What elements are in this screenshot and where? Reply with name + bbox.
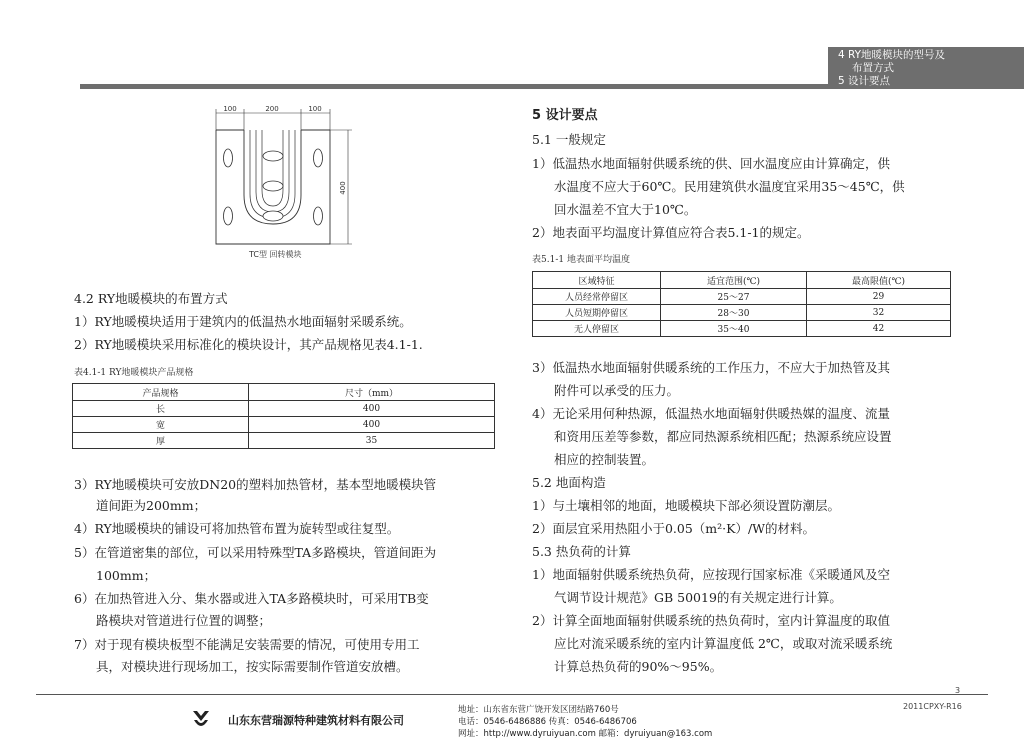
- right-para-1b: 水温度不应大于60℃。民用建筑供水温度宜采用35～45℃，供: [554, 179, 905, 194]
- dim-mid-label: 200: [265, 105, 279, 113]
- table-header-cell: 适宜范围(℃): [661, 272, 807, 289]
- product-spec-table: [72, 383, 495, 449]
- table-header-cell: 最高限值(℃): [807, 272, 951, 289]
- section-5-title: 5 设计要点: [532, 108, 598, 123]
- phone-line: 电话：0546-6486886 传真：0546-6486706: [458, 717, 637, 727]
- dim-left-label: 100: [223, 105, 237, 113]
- table-row: [73, 433, 495, 449]
- table-row: [533, 289, 951, 305]
- left-para-3a: 3）RY地暖模块可安放DN20的塑料加热管材，基本型地暖模块管: [74, 477, 437, 492]
- table-cell: 35: [249, 433, 495, 449]
- right-para-8a: 2）计算全面地面辐射供暖系统的热负荷时，室内计算温度的取值: [532, 613, 890, 628]
- table-row: [533, 321, 951, 337]
- left-para-5b: 100mm；: [96, 568, 157, 583]
- section-4-2-heading: 4.2 RY地暖模块的布置方式: [74, 291, 228, 306]
- table-cell: 400: [249, 417, 495, 433]
- left-para-6b: 路模块对管道进行位置的调整；: [96, 613, 272, 628]
- module-drawing: [200, 100, 360, 262]
- chapter-line-1: 4 RY地暖模块的型号及: [838, 49, 946, 61]
- left-para-3b: 道间距为200mm；: [96, 498, 207, 513]
- company-name: 山东东营瑞源特种建筑材料有限公司: [228, 714, 404, 727]
- right-para-1a: 1）低温热水地面辐射供暖系统的供、回水温度应由计算确定，供: [532, 156, 890, 171]
- footer-divider: [36, 694, 988, 695]
- table-5-1-1-caption: 表5.1-1 地表面平均温度: [532, 255, 630, 265]
- chapter-line-3: 5 设计要点: [838, 75, 891, 87]
- right-para-5: 1）与土壤相邻的地面，地暖模块下部必须设置防潮层。: [532, 498, 840, 513]
- right-para-3a: 3）低温热水地面辐射供暖系统的工作压力，不应大于加热管及其: [532, 360, 890, 375]
- table-cell: 宽: [73, 417, 249, 433]
- table-header-cell: 区域特征: [533, 272, 661, 289]
- table-cell: 35～40: [661, 321, 807, 337]
- table-cell: 人员短期停留区: [533, 305, 661, 321]
- right-para-1c: 回水温差不宜大于10℃。: [554, 202, 697, 217]
- left-para-7b: 具，对模块进行现场加工，按实际需要制作管道安放槽。: [96, 659, 409, 674]
- table-cell: 28～30: [661, 305, 807, 321]
- table-cell: 29: [807, 289, 951, 305]
- dim-right-label: 100: [308, 105, 322, 113]
- right-para-4a: 4）无论采用何种热源，低温热水地面辐射供暖热媒的温度、流量: [532, 406, 890, 421]
- right-para-3b: 附件可以承受的压力。: [554, 383, 680, 398]
- table-header-row: [73, 384, 495, 401]
- right-para-4b: 和资用压差等参数，都应同热源系统相匹配；热源系统应设置: [554, 429, 892, 444]
- left-para-7a: 7）对于现有模块板型不能满足安装需要的情况，可使用专用工: [74, 637, 420, 652]
- page-number: 3: [955, 686, 961, 695]
- table-cell: 人员经常停留区: [533, 289, 661, 305]
- table-header-row: [533, 272, 951, 289]
- company-logo-icon: [190, 708, 212, 730]
- document-code: 2011CPXY-R16: [903, 702, 962, 711]
- table-cell: 42: [807, 321, 951, 337]
- section-5-2-heading: 5.2 地面构造: [532, 475, 606, 490]
- section-5-3-heading: 5.3 热负荷的计算: [532, 544, 631, 559]
- left-para-4: 4）RY地暖模块的铺设可将加热管布置为旋转型或往复型。: [74, 521, 400, 536]
- dim-height-label: 400: [339, 181, 347, 195]
- chapter-line-2: 布置方式: [852, 62, 894, 74]
- chapter-label: [828, 47, 1024, 89]
- figure-caption: TC型 回转模块: [249, 250, 302, 259]
- right-para-6: 2）面层宜采用热阻小于0.05（m²·K）/W的材料。: [532, 521, 816, 536]
- table-4-1-1-caption: 表4.1-1 RY地暖模块产品规格: [74, 368, 194, 378]
- table-cell: 厚: [73, 433, 249, 449]
- table-header-cell: 尺寸（mm）: [249, 384, 495, 401]
- right-para-8c: 计算总热负荷的90%～95%。: [554, 659, 723, 674]
- table-cell: 32: [807, 305, 951, 321]
- web-line: 网址：http://www.dyruiyuan.com 邮箱：dyruiyuan@163.com: [458, 729, 713, 739]
- right-para-8b: 应比对流采暖系统的室内计算温度低 2℃，或取对流采暖系统: [554, 636, 893, 651]
- address-line: 地址：山东省东营广饶开发区团结路760号: [458, 705, 619, 715]
- table-cell: 无人停留区: [533, 321, 661, 337]
- contact-info: [458, 704, 712, 740]
- right-para-2: 2）地表面平均温度计算值应符合表5.1-1的规定。: [532, 225, 810, 240]
- floor-temperature-table: [532, 271, 951, 337]
- table-row: [73, 401, 495, 417]
- table-cell: 25～27: [661, 289, 807, 305]
- section-5-1-heading: 5.1 一般规定: [532, 132, 606, 147]
- table-cell: 400: [249, 401, 495, 417]
- left-para-2: 2）RY地暖模块采用标准化的模块设计，其产品规格见表4.1-1.: [74, 337, 423, 352]
- table-row: [73, 417, 495, 433]
- table-row: [533, 305, 951, 321]
- left-para-5a: 5）在管道密集的部位，可以采用特殊型TA多路模块，管道间距为: [74, 545, 437, 560]
- right-para-7b: 气调节设计规范》GB 50019的有关规定进行计算。: [554, 590, 842, 605]
- table-header-cell: 产品规格: [73, 384, 249, 401]
- table-cell: 长: [73, 401, 249, 417]
- left-para-6a: 6）在加热管进入分、集水器或进入TA多路模块时，可采用TB变: [74, 591, 429, 606]
- right-para-4c: 相应的控制装置。: [554, 452, 655, 467]
- header-bar: [80, 84, 828, 89]
- right-para-7a: 1）地面辐射供暖系统热负荷，应按现行国家标准《采暖通风及空: [532, 567, 890, 582]
- left-para-1: 1）RY地暖模块适用于建筑内的低温热水地面辐射采暖系统。: [74, 314, 412, 329]
